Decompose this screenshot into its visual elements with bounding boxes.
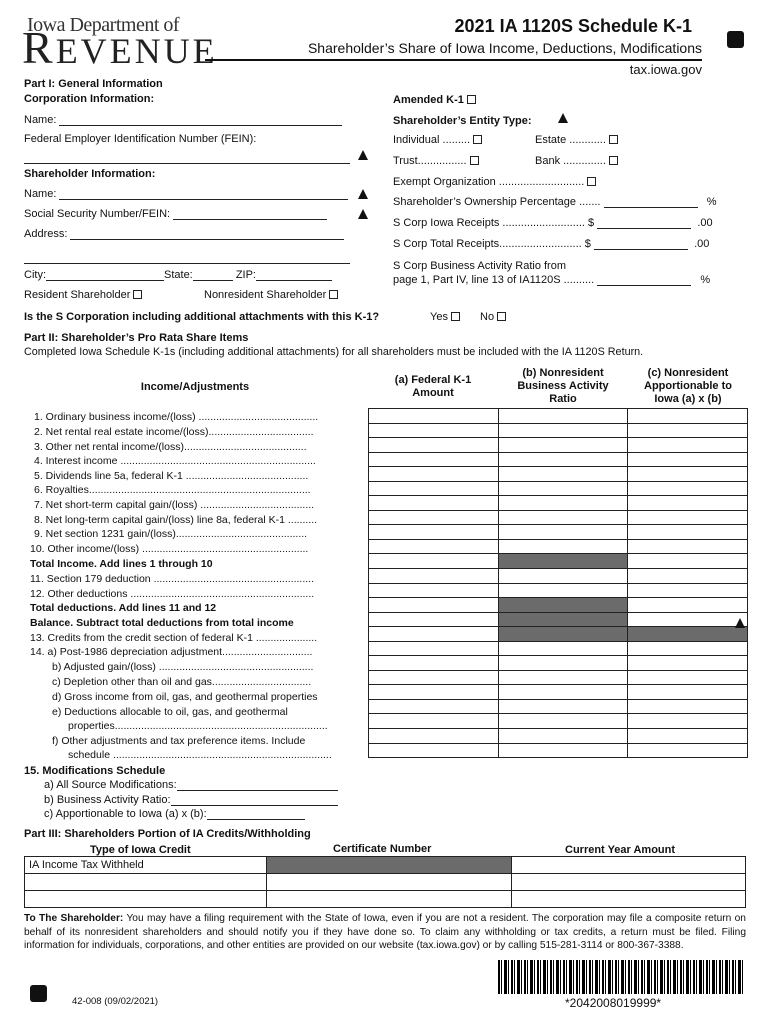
amount-cell-b[interactable] [498,685,628,700]
line-item-label: 2. Net rental real estate income/(loss).................................... [34,426,314,438]
barcode-image [498,960,743,994]
certificate-cell-shaded [267,857,512,874]
col-c-header: (c) Nonresident Apportionable to Iowa (a) x (b) [644,367,732,405]
line-item-label: 7. Net short-term capital gain/(loss) ....................................... [34,499,315,511]
table-row[interactable] [25,874,746,891]
col-b-header: (b) Nonresident Business Activity Ratio [517,367,609,405]
amount-cell-a[interactable] [369,699,499,714]
checkbox-icon [451,312,460,321]
table-row[interactable] [369,743,748,758]
table-row[interactable] [369,685,748,700]
amount-cell-c[interactable] [628,467,748,482]
required-marker-icon [358,150,368,160]
mod-apportionable-field[interactable]: c) Apportionable to Iowa (a) x (b): [44,808,305,820]
modifications-heading: 15. Modifications Schedule [24,765,166,777]
table-row[interactable] [369,438,748,453]
table-row[interactable] [25,891,746,908]
part1-heading: Part I: General Information [24,78,163,90]
exempt-org-checkbox[interactable]: Exempt Organization ............................ [393,176,596,188]
individual-checkbox[interactable]: Individual ......... [393,134,482,146]
line-item-label: 13. Credits from the credit section of federal K-1 ..................... [30,632,318,644]
amount-cell-a[interactable] [369,481,499,496]
line-item-label: 4. Interest income ................................................................... [34,455,316,467]
amount-cell-c[interactable] [628,481,748,496]
amount-cell-c[interactable] [628,612,748,627]
table-row[interactable] [369,452,748,467]
line-item-label: 8. Net long-term capital gain/(loss) line 8a, federal K-1 .......... [34,514,318,526]
line-item-label: 14. a) Post-1986 depreciation adjustment............................... [30,646,313,658]
amount-cell-a[interactable] [369,598,499,613]
amount-cell-c[interactable] [628,598,748,613]
activity-ratio-label: S Corp Business Activity Ratio from [393,260,567,272]
form-subtitle: Shareholder’s Share of Iowa Income, Deductions, Modifications [307,40,702,56]
iowa-receipts-field[interactable]: S Corp Iowa Receipts ........................... $ .00 [393,217,713,229]
amount-cell-a[interactable] [369,743,499,758]
table-row[interactable] [369,729,748,744]
checkbox-icon [467,95,476,104]
barcode-text: *2042008019999* [565,996,662,1010]
corp-name-field[interactable] [24,114,342,126]
sh-name-label: Name: [24,188,57,200]
amount-cell-b[interactable] [498,656,628,671]
zip-label: ZIP: [235,269,256,281]
entity-type-label: Shareholder’s Entity Type: [393,115,532,127]
agency-logo-top: Iowa Department of [27,14,180,36]
amount-cell-a[interactable] [369,714,499,729]
line-item-label: c) Depletion other than oil and gas.................................. [52,676,312,688]
header-rule [205,59,702,61]
amount-cell-b[interactable] [498,481,628,496]
line-item-label: b) Adjusted gain/(loss) ..................................................... [52,661,314,673]
credits-table[interactable] [24,856,746,908]
amount-cell-c[interactable] [628,569,748,584]
amount-cell-b[interactable] [498,467,628,482]
attachments-question: Is the S Corporation including additional attachments with this K-1? [24,311,380,323]
amount-cell-c[interactable] [628,525,748,540]
required-marker-icon [735,618,745,628]
amount-cell-a[interactable] [369,569,499,584]
col-a-header: (a) Federal K-1 Amount [394,374,472,399]
shareholder-note: To The Shareholder: You may have a filing requirement with the State of Iowa, even if you are not a resident. The corporation may file a composite return on behalf of its nonresident shareholders and should notify you if they have done so. To claim any withholding or tax credits, a return must be filed. Filing information for individuals, corporations, and other entities are provided on our website (tax.iowa.gov) or by calling 515-281-3114 or 800-367-3388. [24,913,746,951]
amount-cell-c [628,627,748,642]
logo-initial: R [22,22,56,73]
fein-field[interactable] [24,152,350,164]
amount-cell-c[interactable] [628,729,748,744]
checkbox-icon [133,290,142,299]
amount-cell-b[interactable] [498,423,628,438]
table-row[interactable] [369,598,748,613]
table-row[interactable] [369,714,748,729]
table-row[interactable] [369,539,748,554]
amount-cell-b[interactable] [498,452,628,467]
amount-cell-a[interactable] [369,409,499,424]
address-label: Address: [24,228,68,240]
line-item-label: schedule ........................................................................... [68,749,332,761]
amount-cell-b[interactable] [498,583,628,598]
col-credit-type-header: Type of Iowa Credit [90,844,191,856]
table-row[interactable] [369,699,748,714]
part2-instruction: Completed Iowa Schedule K-1s (including additional attachments) for all shareholders must be included with the IA 1120S Return. [24,346,644,358]
table-row[interactable] [369,481,748,496]
table-row[interactable] [369,423,748,438]
checkbox-icon [329,290,338,299]
estate-checkbox[interactable]: Estate ............ [535,134,618,146]
line-item-label: 6. Royalties............................................................................ [34,484,311,496]
line-item-label: Total Income. Add lines 1 through 10 [30,558,213,570]
table-row[interactable] [369,641,748,656]
amount-cell-b [498,627,628,642]
part3-heading: Part III: Shareholders Portion of IA Credits/Withholding [24,828,311,840]
required-marker-icon [358,209,368,219]
line-item-label: 11. Section 179 deduction ....................................................... [30,573,315,585]
amount-cell-a[interactable] [369,510,499,525]
form-title: 2021 IA 1120S Schedule K-1 [454,16,692,36]
credit-type-cell[interactable] [25,891,267,908]
amount-cell-b[interactable] [498,641,628,656]
amount-cell-b[interactable] [498,569,628,584]
ssn-field[interactable] [24,208,327,220]
address-line2-field[interactable] [24,252,350,264]
amount-cell-c[interactable] [628,714,748,729]
amount-cell-b[interactable] [498,743,628,758]
line-item-label: 3. Other net rental income/(loss).......................................... [34,441,307,453]
ssn-label: Social Security Number/FEIN: [24,208,171,220]
table-row[interactable] [369,467,748,482]
corp-name-label: Name: [24,114,57,126]
amount-cell-b[interactable] [498,729,628,744]
logo-text: EVENUE [55,31,218,71]
amount-cell-c[interactable] [628,699,748,714]
corner-registration-mark [727,31,744,48]
amount-cell-c[interactable] [628,452,748,467]
table-row[interactable] [369,670,748,685]
table-row[interactable] [369,525,748,540]
required-marker-icon [558,113,568,123]
table-row[interactable] [25,857,746,874]
col-certificate-header: Certificate Number [333,843,432,855]
credit-type-cell: IA Income Tax Withheld [25,857,267,874]
table-row[interactable] [369,612,748,627]
amount-cell-b[interactable] [498,525,628,540]
table-row[interactable] [369,409,748,424]
amount-cell-b[interactable] [498,714,628,729]
amount-cell-a[interactable] [369,656,499,671]
amount-cell-a[interactable] [369,539,499,554]
amount-cell[interactable] [512,874,746,891]
income-amounts-grid[interactable] [368,408,748,758]
table-row[interactable] [369,554,748,569]
amount-cell-b[interactable] [498,438,628,453]
amount-cell-c[interactable] [628,743,748,758]
line-item-label: d) Gross income from oil, gas, and geothermal properties [52,691,318,703]
amount-cell-a[interactable] [369,423,499,438]
amount-cell-a[interactable] [369,685,499,700]
amount-cell-b[interactable] [498,539,628,554]
city-state-zip-row[interactable] [24,269,332,281]
line-item-label: 10. Other income/(loss) ......................................................... [30,543,309,555]
amount-cell-c[interactable] [628,539,748,554]
amount-cell-b [498,612,628,627]
line-item-label: 12. Other deductions ............................................................... [30,588,315,600]
amount-cell-c[interactable] [628,438,748,453]
shareholder-name-field[interactable] [24,188,348,200]
amount-cell[interactable] [512,857,746,874]
line-item-label: properties......................................................................... [68,720,328,732]
amount-cell-a[interactable] [369,525,499,540]
corner-registration-mark [30,985,47,1002]
part2-heading: Part II: Shareholder’s Pro Rata Share Items [24,332,249,344]
table-row[interactable] [369,496,748,511]
certificate-cell[interactable] [267,891,512,908]
table-row[interactable] [369,656,748,671]
mod-ratio-field[interactable]: b) Business Activity Ratio: [44,794,338,806]
state-label: State: [164,269,193,281]
table-row[interactable] [369,627,748,642]
amount-cell-c[interactable] [628,685,748,700]
amount-cell-b [498,598,628,613]
line-item-label: 5. Dividends line 5a, federal K-1 .......................................... [34,470,309,482]
amended-checkbox[interactable]: Amended K-1 [393,94,476,106]
fein-label: Federal Employer Identification Number (FEIN): [24,133,257,145]
checkbox-icon [609,156,618,165]
line-item-label: 1. Ordinary business income/(loss) ......................................... [34,411,319,423]
col-amount-header: Current Year Amount [565,844,676,856]
amount-cell-a[interactable] [369,452,499,467]
amount-cell-a[interactable] [369,554,499,569]
line-item-label: Total deductions. Add lines 11 and 12 [30,602,217,614]
line-item-label: f) Other adjustments and tax preference items. Include [52,735,306,747]
activity-ratio-field[interactable]: page 1, Part IV, line 13 of IA1120S .......... % [393,274,711,286]
amount-cell-b[interactable] [498,409,628,424]
amount-cell-a[interactable] [369,641,499,656]
trust-checkbox[interactable]: Trust................ [393,155,479,167]
line-item-label: e) Deductions allocable to oil, gas, and geothermal [52,706,288,718]
city-label: City: [24,269,46,281]
bank-checkbox[interactable]: Bank .............. [535,155,618,167]
checkbox-icon [587,177,596,186]
line-item-label: 9. Net section 1231 gain/(loss)............................................. [34,528,308,540]
total-receipts-field[interactable]: S Corp Total Receipts........................... $ .00 [393,238,710,250]
corp-info-heading: Corporation Information: [24,93,155,105]
attachments-no-checkbox[interactable]: No [480,311,506,323]
resident-checkbox[interactable]: Resident Shareholder [24,289,142,301]
amount-cell[interactable] [512,891,746,908]
amount-cell-a[interactable] [369,438,499,453]
amount-cell-c[interactable] [628,496,748,511]
shareholder-info-heading: Shareholder Information: [24,168,156,180]
amount-cell-b [498,554,628,569]
mod-all-source-field[interactable]: a) All Source Modifications: [44,779,338,791]
table-row[interactable] [369,510,748,525]
amount-cell-c[interactable] [628,656,748,671]
amount-cell-b[interactable] [498,699,628,714]
required-marker-icon [358,189,368,199]
checkbox-icon [470,156,479,165]
line-item-label: Balance. Subtract total deductions from total income [30,617,294,629]
amount-cell-a[interactable] [369,729,499,744]
table-row[interactable] [369,569,748,584]
address-field[interactable] [24,228,344,240]
certificate-cell[interactable] [267,874,512,891]
checkbox-icon [609,135,618,144]
amount-cell-a[interactable] [369,496,499,511]
amount-cell-a[interactable] [369,583,499,598]
ownership-pct-field[interactable]: Shareholder’s Ownership Percentage ....... % [393,196,717,208]
nonresident-checkbox[interactable]: Nonresident Shareholder [204,289,338,301]
credit-type-cell[interactable] [25,874,267,891]
col-income-header: Income/Adjustments [140,381,250,393]
table-row[interactable] [369,583,748,598]
amount-cell-c[interactable] [628,423,748,438]
amount-cell-b[interactable] [498,496,628,511]
amount-cell-b[interactable] [498,670,628,685]
amount-cell-c[interactable] [628,409,748,424]
amount-cell-a[interactable] [369,670,499,685]
amount-cell-a[interactable] [369,612,499,627]
checkbox-icon [473,135,482,144]
checkbox-icon [497,312,506,321]
amount-cell-c[interactable] [628,583,748,598]
amount-cell-b[interactable] [498,510,628,525]
amount-cell-c[interactable] [628,641,748,656]
form-id: 42-008 (09/02/2021) [72,996,159,1007]
amount-cell-a[interactable] [369,467,499,482]
amount-cell-c[interactable] [628,554,748,569]
attachments-yes-checkbox[interactable]: Yes [430,311,460,323]
website: tax.iowa.gov [629,62,702,77]
amount-cell-c[interactable] [628,510,748,525]
amount-cell-a[interactable] [369,627,499,642]
amount-cell-c[interactable] [628,670,748,685]
